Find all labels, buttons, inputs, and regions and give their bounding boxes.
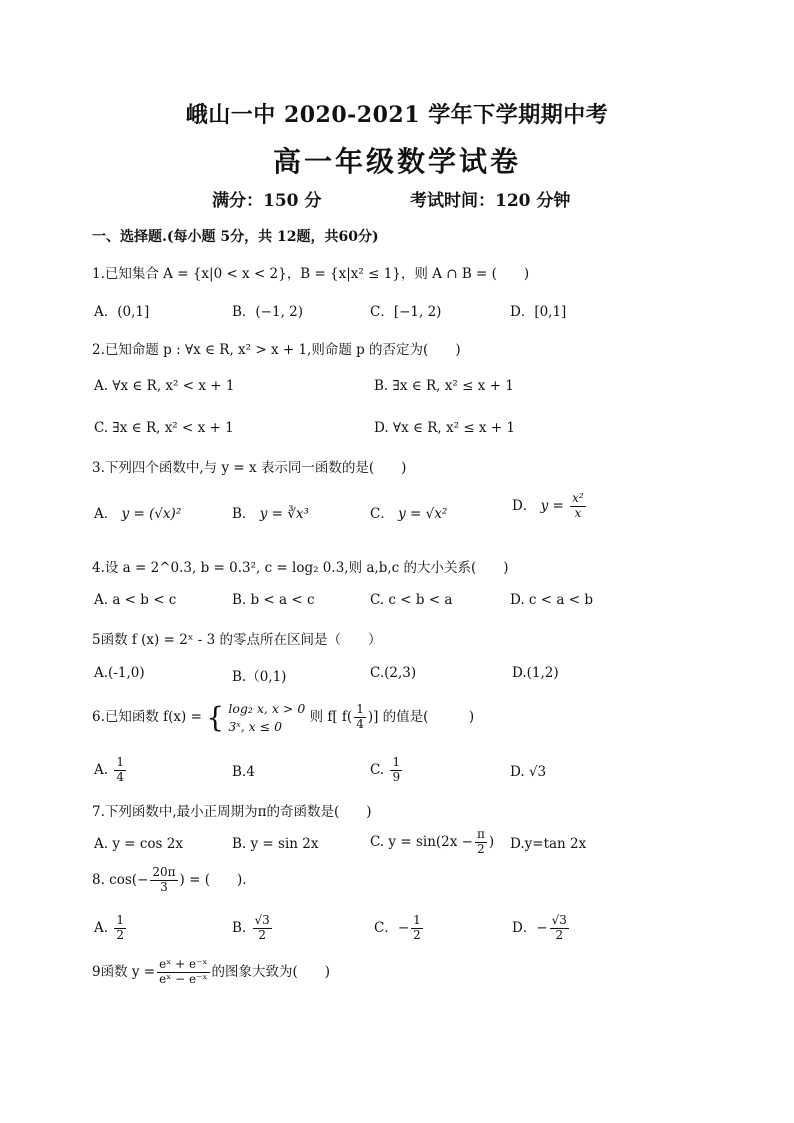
- q7-option-d: D.y=tan 2x: [510, 836, 587, 852]
- q6-inner-fraction: [354, 703, 366, 732]
- q3-b-label: B．: [232, 506, 256, 522]
- question-3-stem: 3.下列四个函数中,与 y = x 表示同一函数的是( ): [92, 460, 407, 476]
- q3-d-den: x: [574, 505, 582, 520]
- time-label: 考试时间：120 分钟: [410, 191, 571, 211]
- q8-c-fraction: [411, 914, 423, 943]
- q8-b-num: √3: [254, 913, 270, 927]
- q8-option-d: [512, 914, 571, 943]
- q8-d-fraction: [550, 914, 569, 943]
- question-8-stem: [92, 866, 247, 895]
- question-2-stem: 2.已知命题 p : ∀x ∈ R, x² > x + 1,则命题 p 的否定为( ): [92, 342, 461, 358]
- q5-option-d: D.(1,2): [512, 665, 559, 681]
- q9-num: eˣ + e⁻ˣ: [159, 957, 208, 971]
- q6-d-expr: √3: [528, 764, 547, 780]
- question-4-stem: 4.设 a = 2^0.3, b = 0.3², c = log₂ 0.3,则 a,b,c 的大小关系( ): [92, 560, 509, 576]
- q9-den: eˣ − e⁻ˣ: [159, 971, 208, 986]
- q6-option-b: B.4: [232, 764, 255, 780]
- question-6-stem: [92, 700, 474, 735]
- q7-c-den: 2: [477, 841, 485, 856]
- q2-option-d: D. ∀x ∈ R, x² ≤ x + 1: [374, 420, 516, 436]
- q8-a-label: A.: [94, 919, 109, 936]
- q2-option-c: C. ∃x ∈ R, x² < x + 1: [94, 420, 234, 436]
- q5-option-b: B.（0,1): [232, 669, 287, 685]
- q2-option-b: B. ∃x ∈ R, x² ≤ x + 1: [374, 378, 514, 394]
- q8-b-label: B.: [232, 919, 247, 936]
- q8-d-num: √3: [551, 913, 567, 927]
- q1-option-b: B．(−1, 2): [232, 304, 304, 320]
- q4-option-b: B. b < a < c: [232, 592, 315, 608]
- q7-c-suffix: ): [488, 833, 495, 850]
- q6-option-a: [94, 756, 128, 785]
- q8-b-den: 2: [258, 927, 266, 942]
- q8-option-b: [232, 914, 274, 943]
- q3-b-expr: y = ∛x³: [259, 506, 309, 522]
- q8-option-c: [374, 914, 425, 943]
- q6-c-num: 1: [392, 755, 401, 769]
- q6-a-label: A.: [94, 761, 109, 778]
- q3-d-fraction: [570, 492, 586, 521]
- q6-inner-den: 4: [356, 717, 364, 731]
- q3-c-label: C．: [370, 506, 394, 522]
- q8-den: 3: [160, 879, 168, 894]
- q3-option-b: [232, 502, 309, 522]
- q6-c-den: 9: [392, 769, 401, 784]
- q8-suffix: ) = ( ).: [179, 871, 247, 888]
- q8-d-den: 2: [555, 927, 564, 942]
- q9-prefix: 9函数 y =: [92, 963, 156, 980]
- q3-option-a: [94, 502, 181, 522]
- q6-option-d: [510, 764, 546, 780]
- q7-c-fraction: [475, 828, 487, 857]
- q4-option-d: D. c < a < b: [510, 592, 593, 608]
- question-9-stem: [92, 958, 330, 987]
- q6-inner-num: 1: [356, 702, 364, 717]
- q2-option-a: A. ∀x ∈ R, x² < x + 1: [94, 378, 235, 394]
- q6-suffix: )] 的值是( ): [367, 709, 475, 725]
- q8-a-fraction: [114, 914, 126, 943]
- q3-option-c: [370, 502, 447, 522]
- q3-option-d: [512, 492, 588, 521]
- q6-option-c: [370, 756, 404, 785]
- q1-option-d: D．[0,1]: [510, 304, 567, 320]
- q3-a-label: A．: [94, 506, 118, 522]
- q7-c-num: π: [476, 827, 485, 841]
- q8-num: 20π: [152, 865, 176, 879]
- q7-c-prefix: C. y = sin(2x −: [370, 833, 473, 850]
- q4-option-a: A. a < b < c: [94, 592, 177, 608]
- q6-c-label: C.: [370, 761, 385, 778]
- exam-title: 高一年级数学试卷: [272, 145, 521, 178]
- q7-option-a: A. y = cos 2x: [94, 836, 183, 852]
- q6-case-2: 3ˣ, x ≤ 0: [228, 718, 283, 734]
- section-title: 一、选择题.(每小题 5分，共 12题，共60分): [92, 229, 379, 245]
- q9-fraction: [157, 958, 209, 987]
- question-7-stem: 7.下列函数中,最小正周期为π的奇函数是( ): [92, 804, 372, 820]
- q1-option-c: C．[−1, 2): [370, 304, 442, 320]
- q6-case-1: log₂ x, x > 0: [228, 701, 306, 716]
- q6-middle: 则 f[ f(: [309, 709, 353, 725]
- q8-prefix: 8. cos(−: [92, 871, 149, 888]
- q1-option-a: A．(0,1]: [94, 304, 150, 320]
- q3-d-num: x²: [572, 491, 584, 505]
- q6-brace: {: [206, 700, 225, 734]
- q4-option-c: C. c < b < a: [370, 592, 453, 608]
- question-1-stem: 1.已知集合 A = {x|0 < x < 2}，B = {x|x² ≤ 1}，则 A ∩ B = ( ): [92, 266, 530, 282]
- q5-option-a: A.(-1,0): [94, 665, 145, 681]
- q8-b-fraction: [253, 914, 272, 943]
- q7-option-b: B. y = sin 2x: [232, 836, 319, 852]
- q6-a-fraction: [114, 756, 126, 785]
- q6-c-fraction: [390, 756, 402, 785]
- q6-prefix: 6.已知函数 f(x) =: [92, 709, 202, 725]
- q9-suffix: 的图象大致为( ): [211, 963, 331, 980]
- score-label: 满分：150 分: [212, 191, 322, 211]
- q8-c-label: C．−: [374, 919, 410, 936]
- q3-d-lhs: y =: [540, 497, 564, 514]
- q8-a-num: 1: [116, 913, 124, 927]
- q8-c-den: 2: [413, 927, 421, 942]
- q3-c-expr: y = √x²: [398, 506, 448, 522]
- q8-c-num: 1: [413, 913, 421, 927]
- question-5-stem: 5函数 f (x) = 2ˣ - 3 的零点所在区间是（ ）: [92, 632, 382, 648]
- q8-option-a: [94, 914, 128, 943]
- q7-option-c: [370, 828, 494, 857]
- q3-a-expr: y = (√x)²: [121, 506, 182, 522]
- q6-cases: [228, 700, 305, 735]
- school-title: 峨山一中 2020-2021 学年下学期期中考: [185, 102, 609, 128]
- q8-d-label: D．−: [512, 919, 548, 936]
- q6-a-num: 1: [116, 755, 124, 769]
- q6-d-label: D.: [510, 764, 525, 780]
- q8-fraction: [150, 866, 177, 895]
- q5-option-c: C.(2,3): [370, 665, 417, 681]
- q6-a-den: 4: [116, 769, 124, 784]
- q3-d-label: D．: [512, 497, 537, 514]
- q8-a-den: 2: [116, 927, 124, 942]
